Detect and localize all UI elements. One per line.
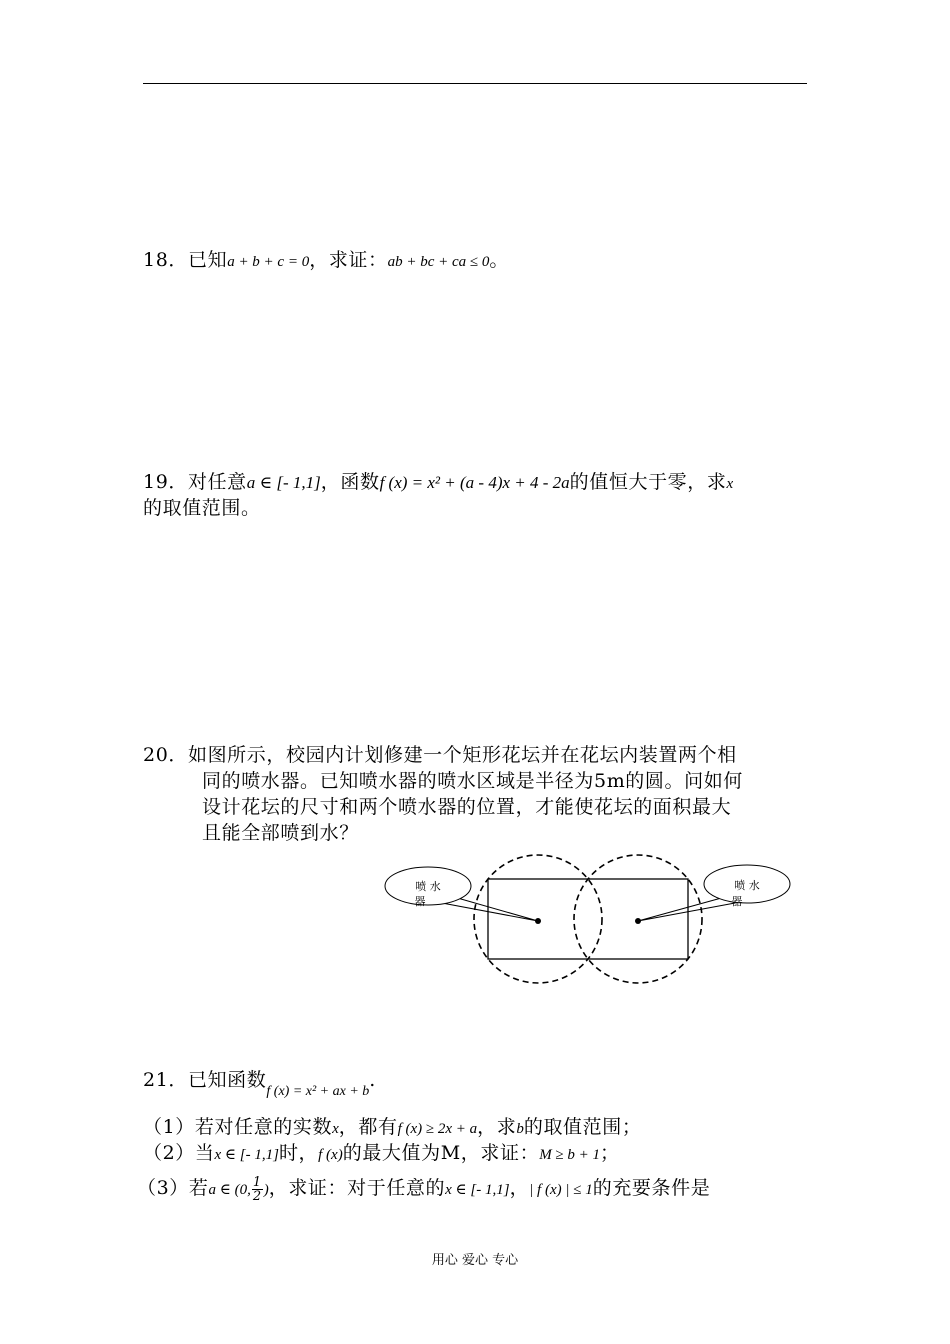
q21-p3-text-d: 的充要条件是 — [592, 1177, 711, 1199]
question-19-line-2: 的取值范围。 — [143, 497, 261, 519]
question-20-line-1: 20．如图所示，校园内计划修建一个矩形花坛并在花坛内装置两个相 — [143, 744, 737, 766]
q21-p3-fraction — [252, 1176, 263, 1203]
q21-end: . — [369, 1069, 376, 1091]
q21-p2-text-b: 时， — [278, 1142, 319, 1164]
q21-p3-claim: | f (x) | ≤ 1 — [529, 1182, 593, 1198]
flowerbed-rectangle — [488, 879, 688, 959]
question-21-part-2 — [143, 1140, 620, 1168]
right-callout-pointer — [638, 897, 735, 921]
q18-mid: ，求证： — [309, 249, 388, 271]
q21-p2-fx: f (x) — [318, 1147, 343, 1163]
q21-p2-text-a: （2）当 — [143, 1142, 215, 1164]
q19-condition: a ∈ [- 1,1] — [246, 473, 321, 492]
q18-end: 。 — [489, 249, 510, 271]
q21-p3-text-a: （3）若 — [137, 1177, 209, 1199]
q21-p2-condition: x ∈ [- 1,1] — [214, 1147, 279, 1163]
q19-function: f (x) = x² + (a - 4)x + 4 - 2a — [379, 473, 570, 492]
q21-function: f (x) = x² + ax + b — [266, 1084, 370, 1099]
right-callout-label-1: 喷 水 — [734, 879, 760, 892]
q21-p3-condition-b: ) — [263, 1182, 269, 1198]
q19-variable: x — [726, 476, 734, 492]
header-rule — [143, 83, 807, 84]
q21-p2-text-c: 的最大值为M，求证： — [342, 1142, 540, 1164]
q19-tail: 的值恒大于零，求 — [569, 471, 727, 493]
left-callout-label-1: 喷 水 — [415, 880, 441, 893]
question-20-line-3: 设计花坛的尺寸和两个喷水器的位置，才能使花坛的面积最大 — [202, 796, 732, 818]
q18-condition: a + b + c = 0 — [227, 254, 310, 270]
q19-mid: ，函数 — [320, 471, 380, 493]
question-20-line-2: 同的喷水器。已知喷水器的喷水区域是半径为5m的圆。问如何 — [202, 770, 743, 792]
q21-p3-text-c: ， — [509, 1177, 530, 1199]
question-19-line-1 — [143, 469, 733, 497]
q21-p1-text-c: ，求 — [477, 1116, 517, 1138]
question-20-line-4: 且能全部喷到水？ — [202, 822, 359, 844]
question-21-part-3 — [137, 1175, 710, 1203]
fraction-denominator: 2 — [252, 1188, 262, 1204]
q21-p3-condition-a: a ∈ (0, — [208, 1182, 251, 1198]
q21-p1-text-d: 的取值范围； — [523, 1116, 642, 1138]
q19-prefix: 19．对任意 — [143, 471, 247, 493]
q21-p2-claim: M ≥ b + 1 — [539, 1147, 601, 1163]
q21-p3-condition-2: x ∈ [- 1,1] — [445, 1182, 510, 1198]
q21-prefix: 21．已知函数 — [143, 1069, 267, 1091]
page-footer: 用心 爱心 专心 — [431, 1253, 519, 1268]
q21-p2-text-d: ； — [600, 1142, 620, 1164]
q21-p1-text-b: ，都有 — [338, 1116, 398, 1138]
q18-claim: ab + bc + ca ≤ 0 — [387, 254, 490, 270]
left-callout-label-2: 器 — [414, 895, 426, 908]
q21-p1-inequality: f (x) ≥ 2x + a — [397, 1121, 478, 1137]
sprinkler-figure — [380, 848, 800, 993]
q21-p1-variable: b — [516, 1121, 524, 1137]
fraction-numerator: 1 — [252, 1174, 262, 1190]
question-21-stem — [143, 1067, 376, 1099]
question-18 — [143, 247, 509, 275]
q18-prefix: 18．已知 — [143, 249, 228, 271]
q21-p3-text-b: ，求证：对于任意的 — [268, 1177, 446, 1199]
question-21-part-1 — [143, 1114, 641, 1142]
q21-p1-text-a: （1）若对任意的实数 — [143, 1116, 333, 1138]
q21-p1-x: x — [332, 1121, 339, 1137]
right-callout-label-2: 器 — [731, 895, 743, 908]
